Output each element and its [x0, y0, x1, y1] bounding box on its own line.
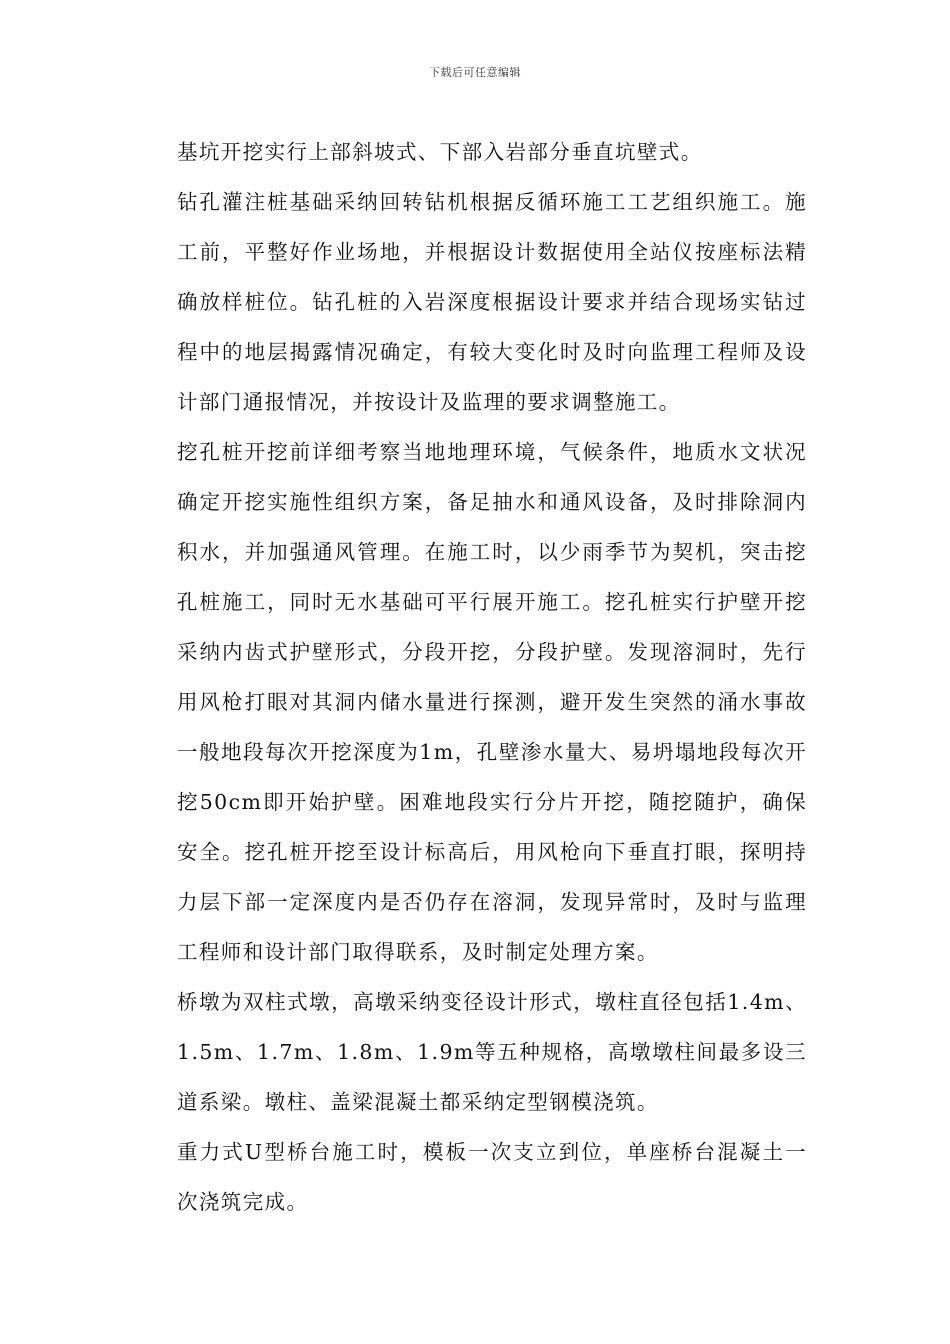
paragraph-abutment: 重力式U型桥台施工时，模板一次支立到位，单座桥台混凝土一次浇筑完成。: [177, 1140, 807, 1214]
page-header: 下载后可任意编辑: [429, 66, 521, 79]
paragraph-dug-pile: 挖孔桩开挖前详细考察当地地理环境，气候条件，地质水文状况确定开挖实施性组织方案，备足抽水和通风设备，及时排除洞内积水，并加强通风管理。在施工时，以少雨季节为契机，突击挖孔桩施工，同时无水基础可平行展开施工。挖孔桩实行护壁开挖采纳内齿式护壁形式，分段开挖，分段护壁。发现溶洞时，先行用风枪打眼对其洞内储水量进行探测，避开发生突然的涌水事故一般地段每次开挖深度为1m，孔壁渗水量大、易坍塌地段每次开挖50cm即开始护壁。困难地段实行分片开挖，随挖随护，确保安全。挖孔桩开挖至设计标高后，用风枪向下垂直打眼，探明持力层下部一定深度内是否仍存在溶洞，发现异常时，及时与监理工程师和设计部门取得联系，及时制定处理方案。: [177, 440, 807, 964]
paragraph-bored-pile: 钻孔灌注桩基础采纳回转钻机根据反循环施工工艺组织施工。施工前，平整好作业场地，并根据设计数据使用全站仪按座标法精确放样桩位。钻孔桩的入岩深度根据设计要求并结合现场实钻过程中的地层揭露情况确定，有较大变化时及时向监理工程师及设计部门通报情况，并按设计及监理的要求调整施工。: [177, 190, 807, 414]
paragraph-bridge-pier: 桥墩为双柱式墩，高墩采纳变径设计形式，墩柱直径包括1.4m、1.5m、1.7m、1.8m、1.9m等五种规格，高墩墩柱间最多设三道系梁。墩柱、盖梁混凝土都采纳定型钢模浇筑。: [177, 990, 807, 1114]
document-body: [177, 127, 807, 1227]
paragraph-foundation-pit: 基坑开挖实行上部斜坡式、下部入岩部分垂直坑壁式。: [177, 140, 703, 164]
